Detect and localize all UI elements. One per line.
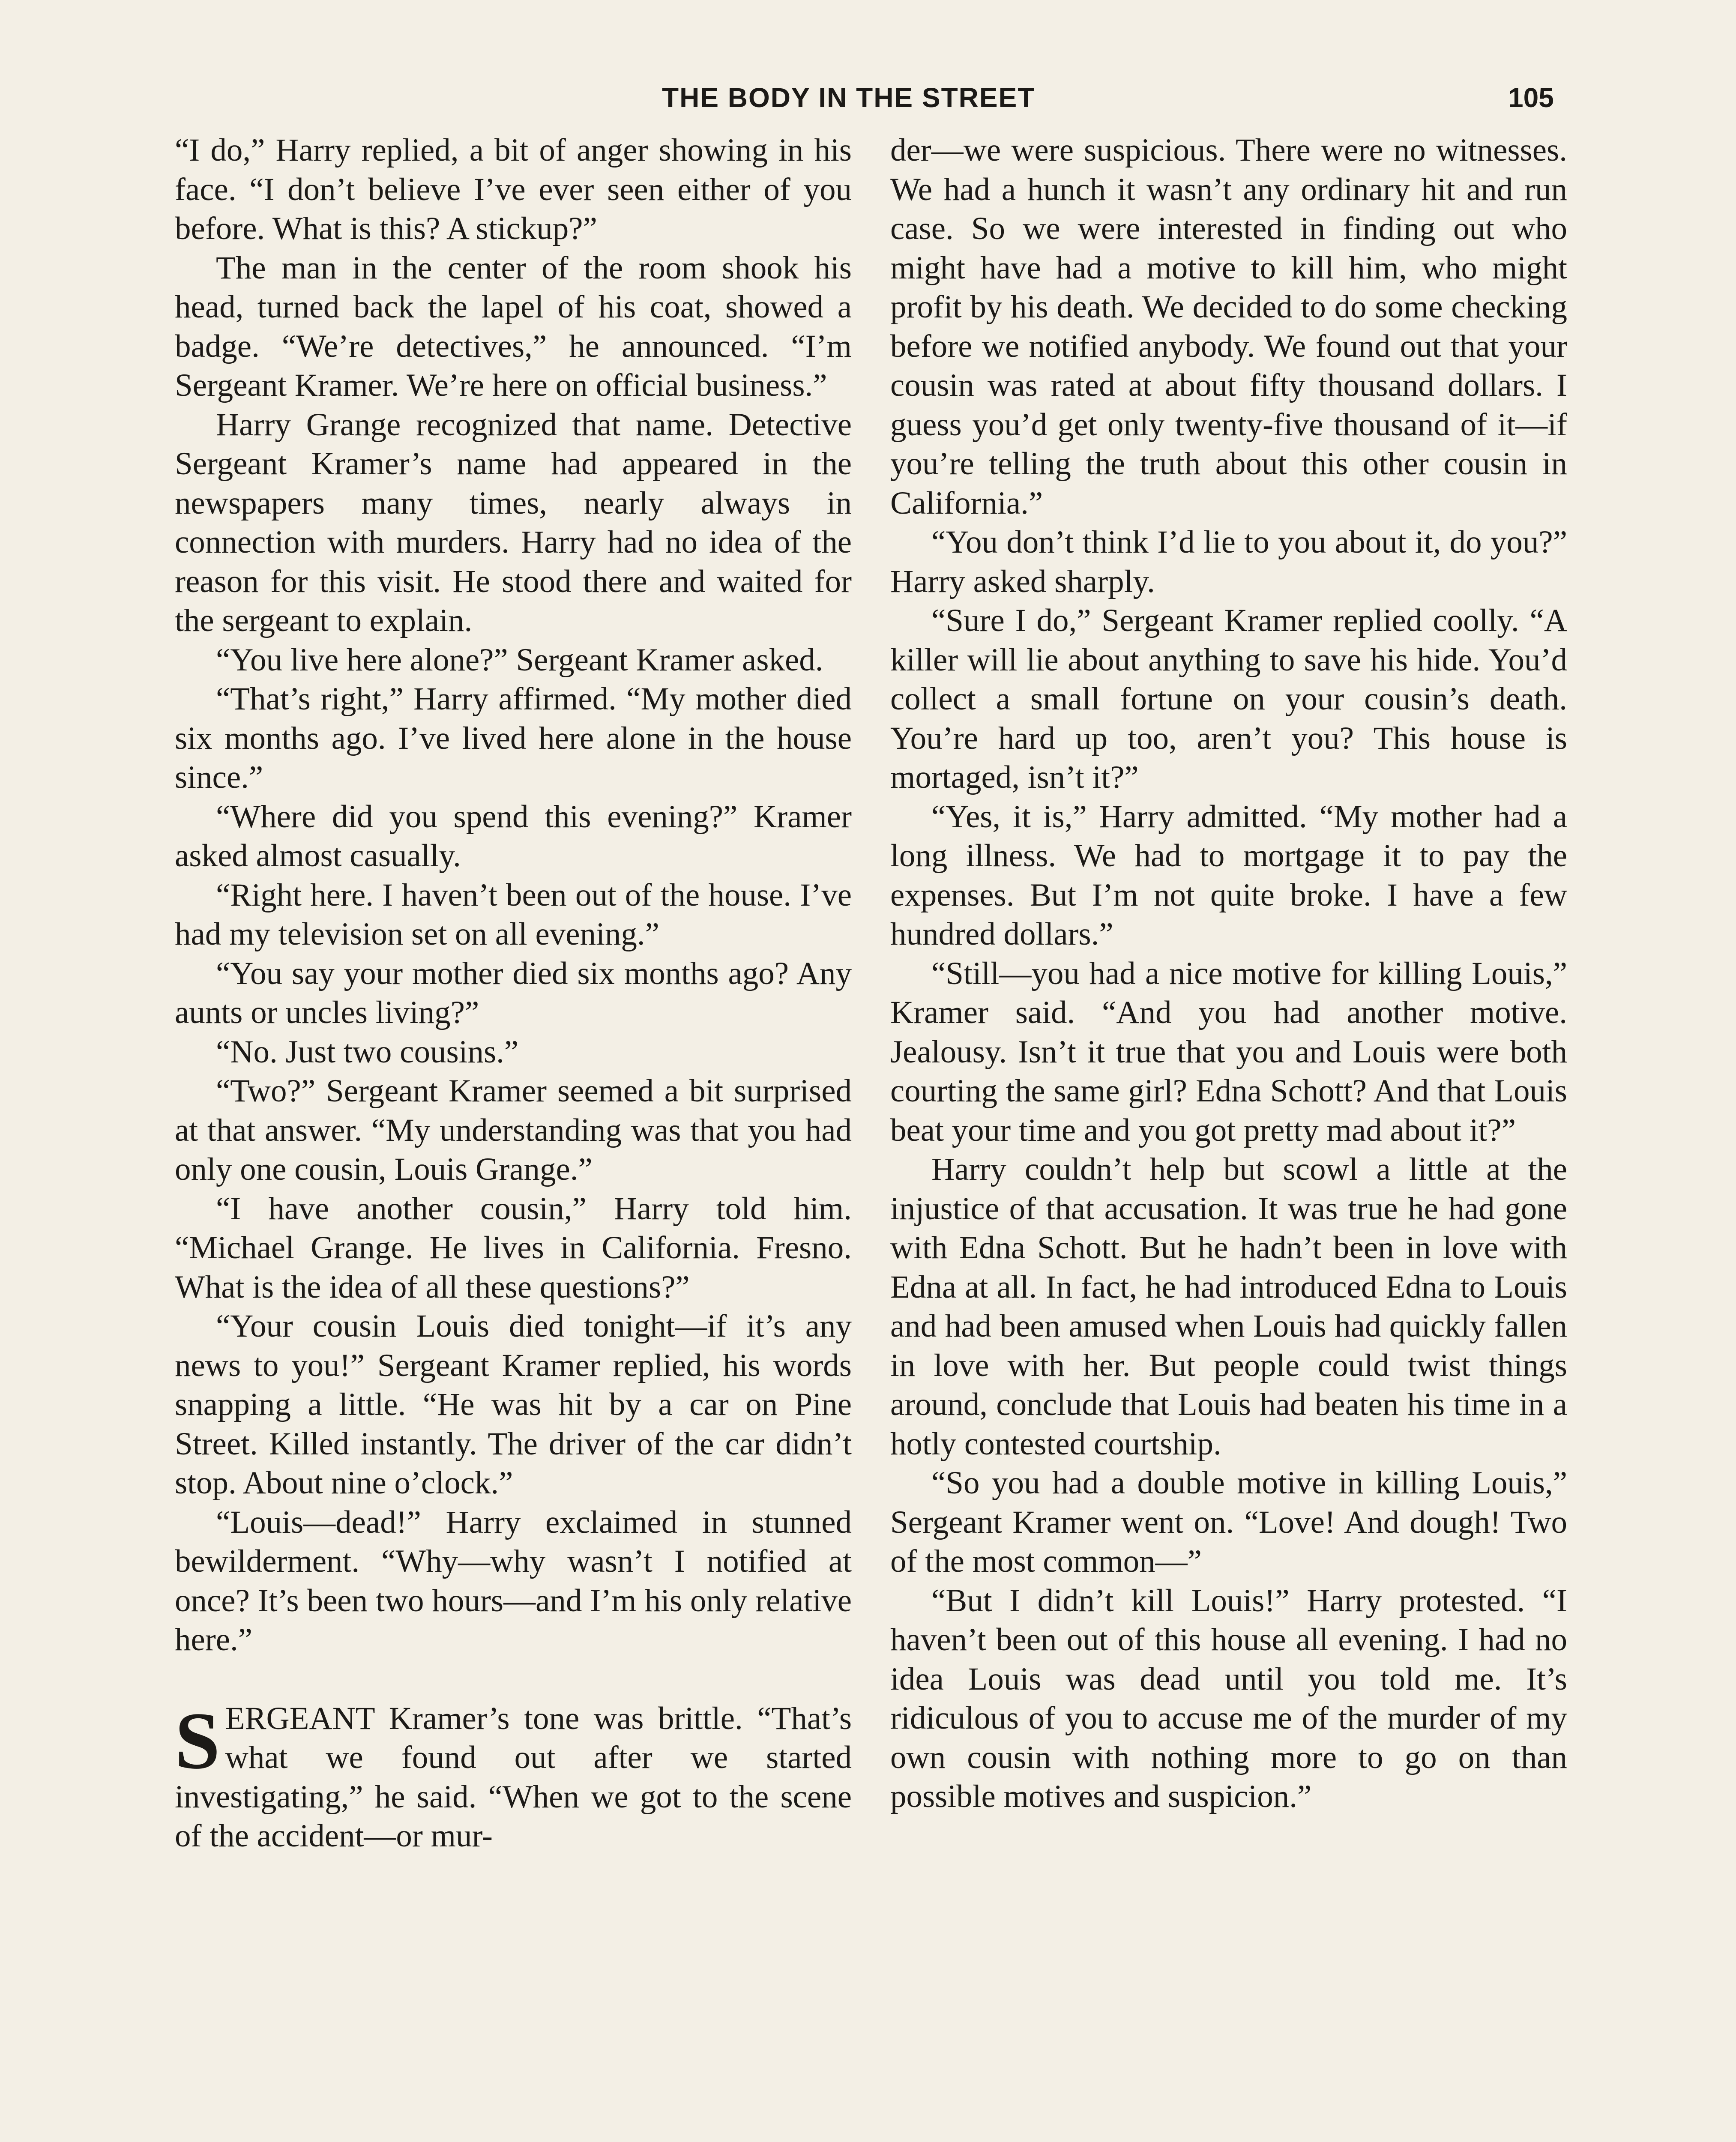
section-text: ERGEANT Kramer’s tone was brittle. “That’s what we found out after we started investigating,” he said. “When we got to the scene of the accident—or mur- [175,1700,852,1854]
paragraph: “Yes, it is,” Harry admitted. “My mother had a long illness. We had to mortgage it to pay the expenses. But I’m not quite broke. I have a few hundred dollars.” [890,799,1567,952]
paragraph: “Sure I do,” Sergeant Kramer replied coolly. “A killer will lie about anything to save his hide. You’d collect a small fortune on your cousin’s death. You’re hard up too, aren’t you? This house is mortaged, isn’t it?” [890,603,1567,795]
paragraph: “Still—you had a nice motive for killing Louis,” Kramer said. “And you had another motive. Jealousy. Isn’t it true that you and Louis were both courting the same girl? Edna Schott? And that Louis beat your time and you got pretty mad about it?” [890,955,1567,1148]
page-number: 105 [1508,82,1554,113]
paragraph: “You say your mother died six months ago? Any aunts or uncles living?” [175,955,852,1030]
paragraph: “I have another cousin,” Harry told him. “Michael Grange. He lives in California. Fresno. What is the idea of all these questions?” [175,1191,852,1305]
paragraph: “That’s right,” Harry affirmed. “My mother died six months ago. I’ve lived here alone in the house since.” [175,681,852,795]
right-text-column [890,131,1567,2142]
paragraph: “Where did you spend this evening?” Kramer asked almost casually. [175,799,852,874]
continued-paragraph: der—we were suspicious. There were no witnesses. We had a hunch it wasn’t any ordinary hit and run case. So we were interested in finding out who might have had a motive to kill him, who might profit by his death. We decided to do some checking before we notified anybody. We found out that your cousin was rated at about fifty thousand dollars. I guess you’d get only twenty-five thousand of it—if you’re telling the truth about this other cousin in California.” [890,132,1567,521]
paragraph: “Right here. I haven’t been out of the house. I’ve had my television set on all evening.” [175,877,852,952]
running-header-title: THE BODY IN THE STREET [662,82,1036,113]
paragraph: Harry couldn’t help but scowl a little at the injustice of that accusation. It was true he had gone with Edna Schott. But he hadn’t been in love with Edna at all. In fact, he had introduced Edna to Louis and had been amused when Louis had quickly fallen in love with her. But people could twist things around, conclude that Louis had beaten his time in a hotly contested courtship. [890,1152,1567,1462]
drop-cap: S [175,1696,220,1786]
paragraph: Harry Grange recognized that name. Detective Sergeant Kramer’s name had appeared in the newspapers many times, nearly always in connection with murders. Harry had no idea of the reason for this visit. He stood there and waited for the sergeant to explain. [175,407,852,638]
paragraph: “But I didn’t kill Louis!” Harry protested. “I haven’t been out of this house all evening. I had no idea Louis was dead until you told me. It’s ridiculous of you to accuse me of the murder of my own cousin with nothing more to go on than possible motives and suspicion.” [890,1583,1567,1814]
paragraph: The man in the center of the room shook his head, turned back the lapel of his coat, showed a badge. “We’re detectives,” he announced. “I’m Sergeant Kramer. We’re here on official business.” [175,250,852,403]
paragraph: “You live here alone?” Sergeant Kramer asked. [216,642,823,678]
paragraph: “No. Just two cousins.” [216,1034,519,1070]
paragraph: “Two?” Sergeant Kramer seemed a bit surprised at that answer. “My understanding was that you had only one cousin, Louis Grange.” [175,1073,852,1187]
paragraph: “So you had a double motive in killing Louis,” Sergeant Kramer went on. “Love! And dough! Two of the most common—” [890,1465,1567,1579]
paragraph: “Your cousin Louis died tonight—if it’s any news to you!” Sergeant Kramer replied, his words snapping a little. “He was hit by a car on Pine Street. Killed instantly. The driver of the car didn’t stop. About nine o’clock.” [175,1308,852,1501]
paragraph: “I do,” Harry replied, a bit of anger showing in his face. “I don’t believe I’ve ever seen either of you before. What is this? A stickup?” [175,132,852,246]
left-text-column [175,131,852,2142]
section-paragraph [175,1696,852,1856]
paragraph: “You don’t think I’d lie to you about it, do you?” Harry asked sharply. [890,524,1567,599]
paragraph: “Louis—dead!” Harry exclaimed in stunned bewilderment. “Why—why wasn’t I notified at once? It’s been two hours—and I’m his only relative here.” [175,1504,852,1657]
